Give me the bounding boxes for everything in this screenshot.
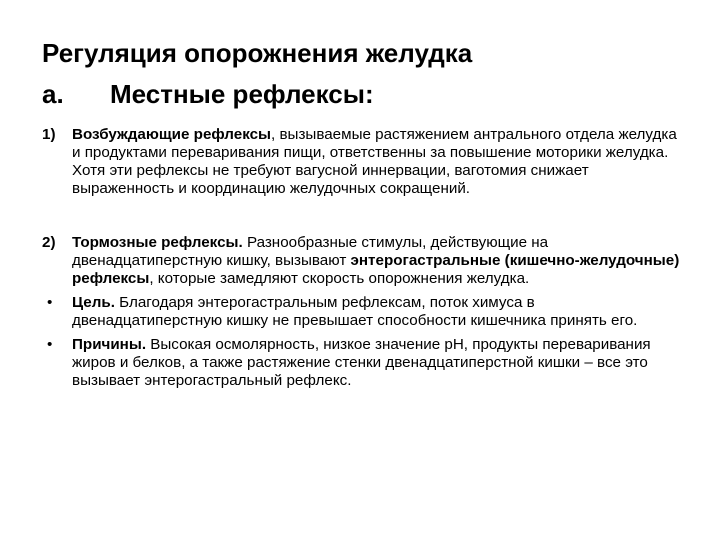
item-term: Тормозные рефлексы. [72,234,243,251]
bullet-text: Высокая осмолярность, низкое значение pH, продукты переваривания жиров и белков, а также растяжение стенки двенадцатиперстной кишки – все это вызывает энтерогастральный рефлекс. [72,336,651,389]
bullet-term: Причины. [72,336,147,353]
bullet-item-causes [42,336,688,390]
item-term: Возбуждающие рефлексы [72,126,272,143]
slide-body [42,126,688,390]
item-number: 2) [42,234,56,251]
item-term-secondary: энтерогастральные (кишечно-желудочные) рефлексы [72,252,680,287]
slide-title [42,33,702,115]
bullet-dot: • [47,294,53,311]
item-text-continued: , которые замедляют скорость опорожнения желудка. [149,270,530,287]
title-line-2 [42,74,702,115]
list-item-excitatory [42,126,688,198]
bullet-item-goal [42,294,688,330]
list-item-inhibitory [42,234,688,288]
bullet-text: Благодаря энтерогастральным рефлексам, поток химуса в двенадцатиперстную кишку не превышает способности кишечника принять его. [72,294,638,329]
bullet-term: Цель. [72,294,115,311]
title-line-1: Регуляция опорожнения желудка [42,38,473,68]
bullet-dot: • [47,336,53,353]
item-text: , вызываемые растяжением антрального отдела желудка и продуктами переваривания пищи, ответственны за повышение моторики желудка. Хотя эти рефлексы не требуют вагусной иннервации, ваготомия снижает выраженность и координацию желудочных сокращений. [72,126,677,197]
title-marker: а. [42,79,64,109]
item-number: 1) [42,126,56,143]
title-subheading: Местные рефлексы: [110,79,374,109]
item-text: Разнообразные стимулы, действующие на двенадцатиперстную кишку, вызывают [72,234,549,269]
